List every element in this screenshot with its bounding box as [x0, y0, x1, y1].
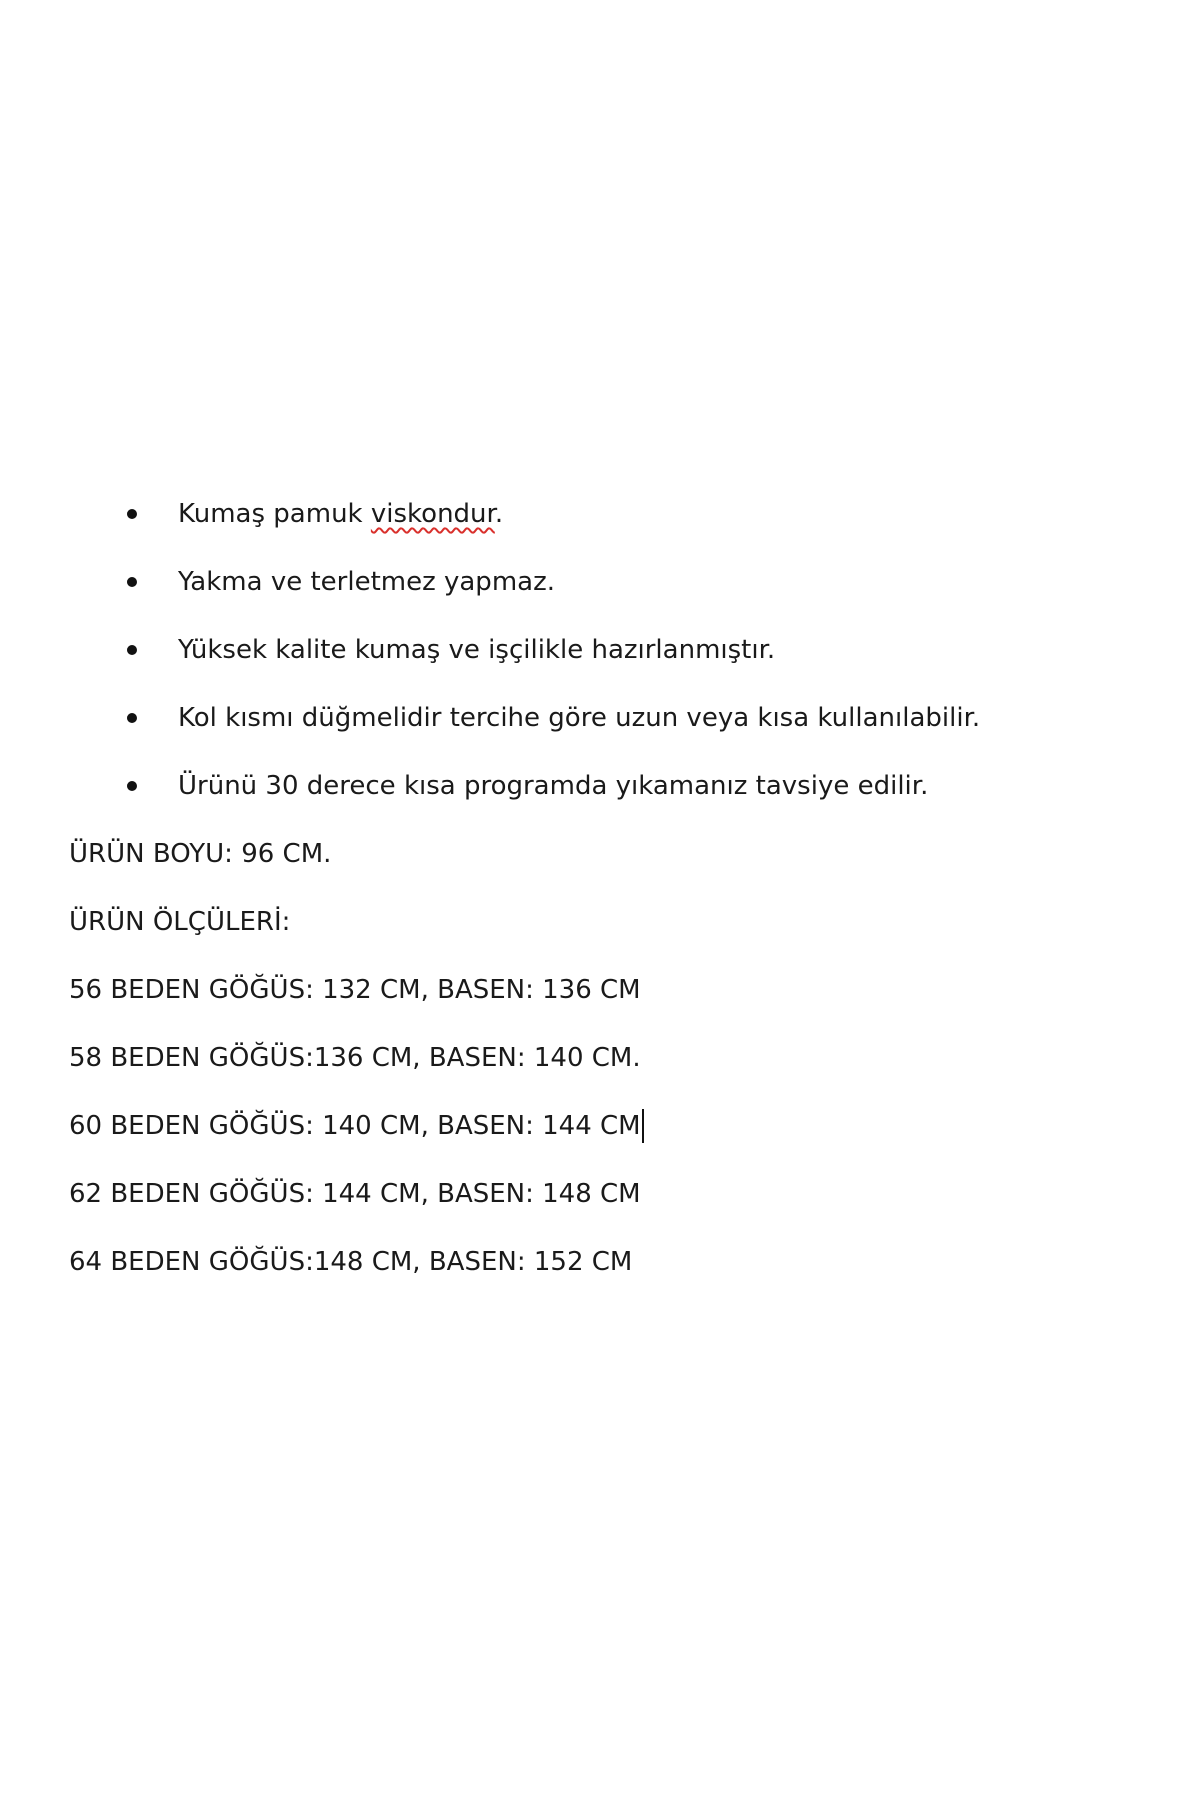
- product-measurements: [69, 820, 644, 1296]
- bullet-icon: [127, 645, 137, 655]
- bullet-text[interactable]: Yüksek kalite kumaş ve işçilikle hazırlanmıştır.: [178, 635, 776, 665]
- product-length-line[interactable]: ÜRÜN BOYU: 96 CM.: [69, 839, 332, 869]
- bullet-icon: [127, 577, 137, 587]
- measurements-heading[interactable]: ÜRÜN ÖLÇÜLERİ:: [69, 907, 291, 937]
- bullet-icon: [127, 781, 137, 791]
- bullet-icon: [127, 509, 137, 519]
- spellcheck-misspelled-word[interactable]: viskondur: [370, 499, 495, 529]
- bullet-text[interactable]: Kol kısmı düğmelidir tercihe göre uzun veya kısa kullanılabilir.: [178, 703, 981, 733]
- size-60-line[interactable]: [69, 1092, 644, 1160]
- bullet-text[interactable]: Yakma ve terletmez yapmaz.: [178, 567, 555, 597]
- bullet-text-suffix: .: [494, 499, 504, 529]
- size-64-line[interactable]: 64 BEDEN GÖĞÜS:148 CM, BASEN: 152 CM: [69, 1247, 633, 1277]
- size-62-line[interactable]: 62 BEDEN GÖĞÜS: 144 CM, BASEN: 148 CM: [69, 1179, 641, 1209]
- bullet-text[interactable]: Ürünü 30 derece kısa programda yıkamanız tavsiye edilir.: [178, 771, 929, 801]
- text-cursor: [642, 1109, 644, 1143]
- bullet-text[interactable]: [178, 498, 503, 530]
- size-56-line[interactable]: 56 BEDEN GÖĞÜS: 132 CM, BASEN: 136 CM: [69, 975, 641, 1005]
- size-58-line[interactable]: 58 BEDEN GÖĞÜS:136 CM, BASEN: 140 CM.: [69, 1043, 641, 1073]
- bullet-text-prefix: Kumaş pamuk: [178, 499, 371, 529]
- size-60-text: 60 BEDEN GÖĞÜS: 140 CM, BASEN: 144 CM: [69, 1111, 641, 1141]
- bullet-icon: [127, 713, 137, 723]
